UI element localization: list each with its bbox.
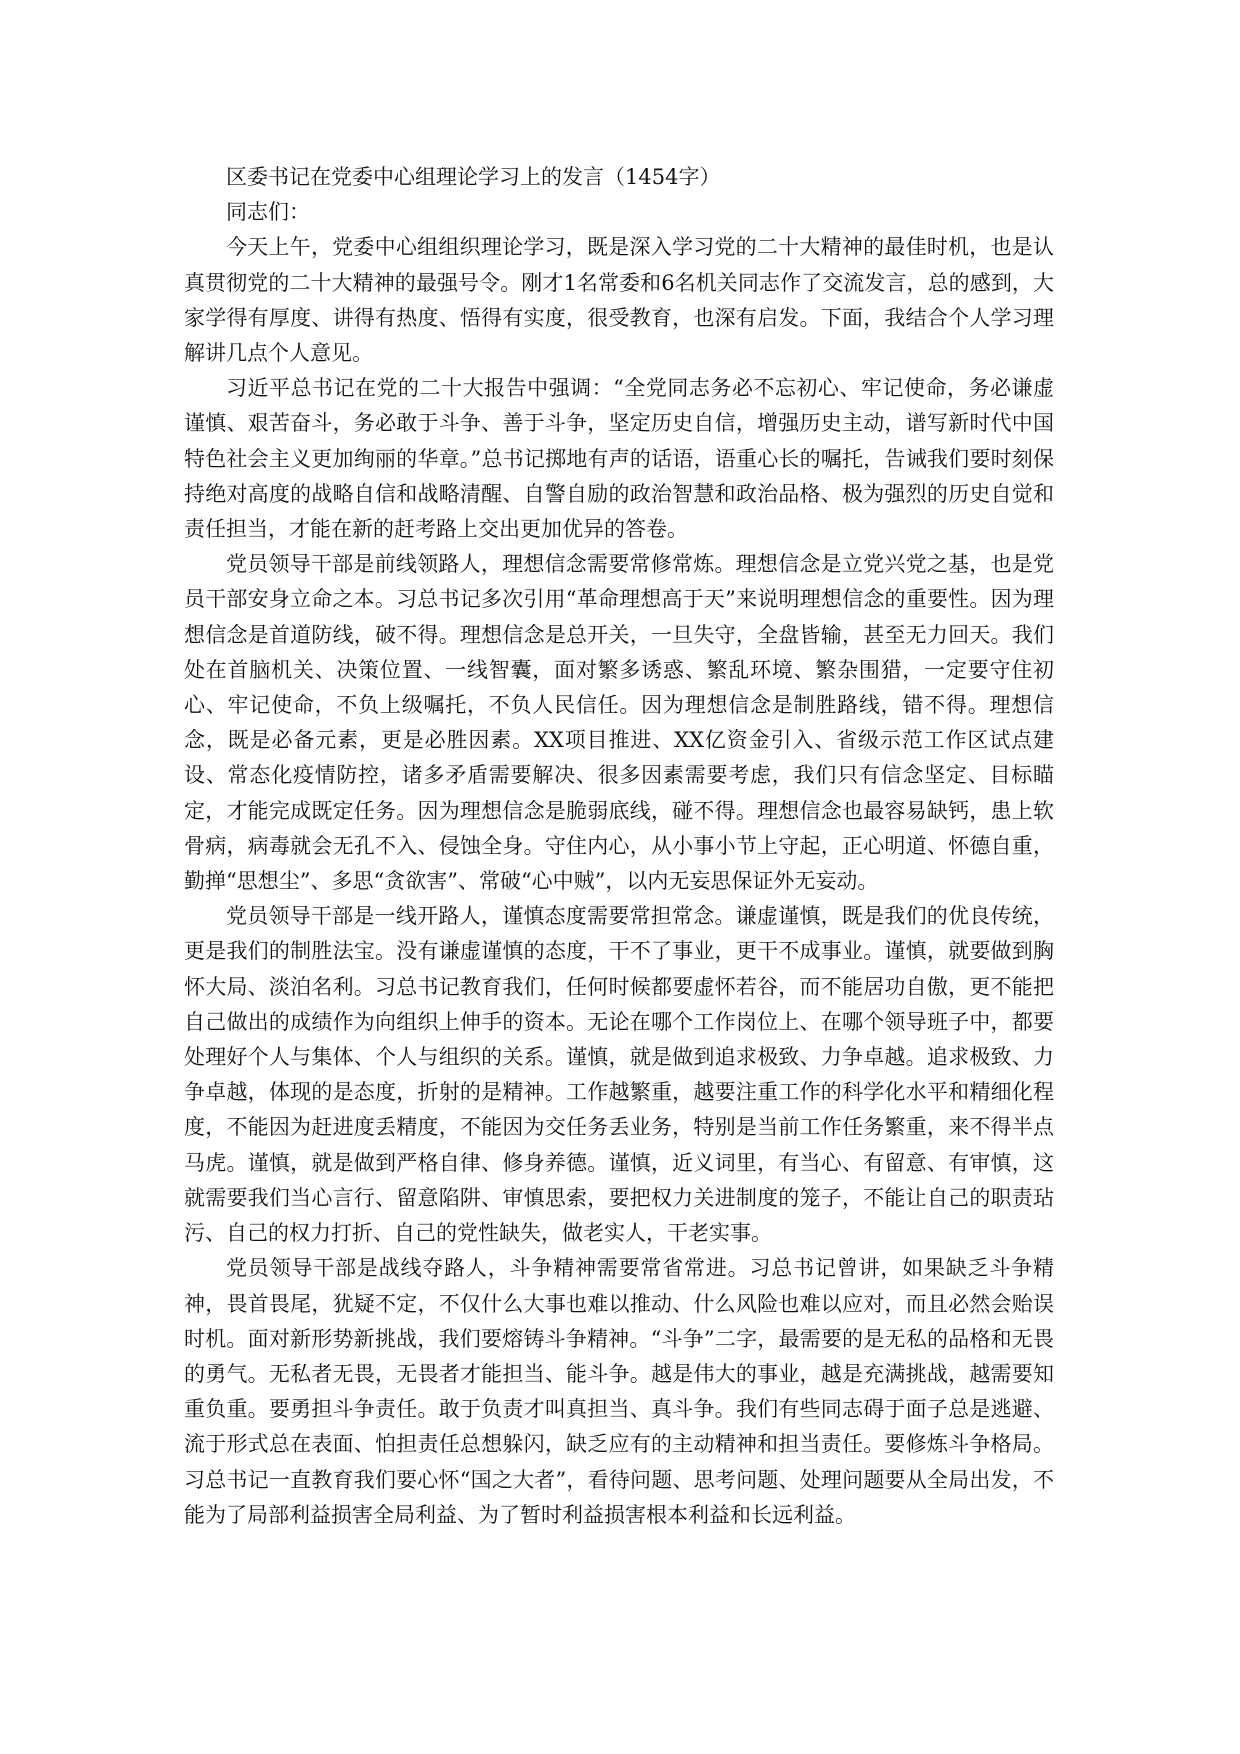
paragraph-quote: 习近平总书记在党的二十大报告中强调：“全党同志务必不忘初心、牢记使命，务必谦虚谨慎、艰苦奋斗，务必敢于斗争、善于斗争，坚定历史自信，增强历史主动，谱写新时代中国特色社会主义更加绚丽的华章。”总书记掷地有声的话语，语重心长的嘱托，告诫我们要时刻保持绝对高度的战略自信和战略清醒、自警自励的政治智慧和政治品格、极为强烈的历史自觉和责任担当，才能在新的赶考路上交出更加优异的答卷。 (184, 376, 1054, 542)
greeting: 同志们： (226, 200, 310, 225)
document-title: 区委书记在党委中心组理论学习上的发言（1454字） (226, 165, 721, 189)
paragraph-intro: 今天上午，党委中心组组织理论学习，既是深入学习党的二十大精神的最佳时机，也是认真贯彻党的二十大精神的最强号令。刚才1名常委和6名机关同志作了交流发言，总的感到，大家学得有厚度、讲得有热度、悟得有实度，很受教育，也深有启发。下面，我结合个人学习理解讲几点个人意见。 (184, 235, 1054, 366)
paragraph-struggle: 党员领导干部是战线夺路人，斗争精神需要常省常进。习总书记曾讲，如果缺乏斗争精神，畏首畏尾，犹疑不定，不仅什么大事也难以推动、什么风险也难以应对，而且必然会贻误时机。面对新形势新挑战，我们要熔铸斗争精神。“斗争”二字，最需要的是无私的品格和无畏的勇气。无私者无畏，无畏者才能担当、能斗争。越是伟大的事业，越是充满挑战，越需要知重负重。要勇担斗争责任。敢于负责才叫真担当、真斗争。我们有些同志碍于面子总是逃避、流于形式总在表面、怕担责任总想躲闪，缺乏应有的主动精神和担当责任。要修炼斗争格局。习总书记一直教育我们要心怀“国之大者”，看待问题、思考问题、处理问题要从全局出发，不能为了局部利益损害全局利益、为了暂时利益损害根本利益和长远利益。 (184, 1256, 1054, 1527)
document-body (184, 160, 1054, 1533)
paragraph-ideals: 党员领导干部是前线领路人，理想信念需要常修常炼。理想信念是立党兴党之基，也是党员干部安身立命之本。习总书记多次引用“革命理想高于天”来说明理想信念的重要性。因为理想信念是首道防线，破不得。理想信念是总开关，一旦失守，全盘皆输，甚至无力回天。我们处在首脑机关、决策位置、一线智囊，面对繁多诱惑、繁乱环境、繁杂围猎，一定要守住初心、牢记使命，不负上级嘱托，不负人民信任。因为理想信念是制胜路线，错不得。理想信念，既是必备元素，更是必胜因素。XX项目推进、XX亿资金引入、省级示范工作区试点建设、常态化疫情防控，诸多矛盾需要解决、很多因素需要考虑，我们只有信念坚定、目标瞄定，才能完成既定任务。因为理想信念是脆弱底线，碰不得。理想信念也最容易缺钙，患上软骨病，病毒就会无孔不入、侵蚀全身。守住内心，从小事小节上守起，正心明道、怀德自重，勤掸“思想尘”、多思“贪欲害”、常破“心中贼”，以内无妄思保证外无妄动。 (184, 552, 1054, 894)
paragraph-prudence: 党员领导干部是一线开路人，谨慎态度需要常担常念。谦虚谨慎，既是我们的优良传统，更是我们的制胜法宝。没有谦虚谨慎的态度，干不了事业，更干不成事业。谨慎，就要做到胸怀大局、淡泊名利。习总书记教育我们，任何时候都要虚怀若谷，而不能居功自傲，更不能把自己做出的成绩作为向组织上伸手的资本。无论在哪个工作岗位上、在哪个领导班子中，都要处理好个人与集体、个人与组织的关系。谨慎，就是做到追求极致、力争卓越。追求极致、力争卓越，体现的是态度，折射的是精神。工作越繁重，越要注重工作的科学化水平和精细化程度，不能因为赶进度丢精度，不能因为交任务丢业务，特别是当前工作任务繁重，来不得半点马虎。谨慎，就是做到严格自律、修身养德。谨慎，近义词里，有当心、有留意、有审慎，这就需要我们当心言行、留意陷阱、审慎思索，要把权力关进制度的笼子，不能让自己的职责玷污、自己的权力打折、自己的党性缺失，做老实人，干老实事。 (184, 904, 1054, 1246)
